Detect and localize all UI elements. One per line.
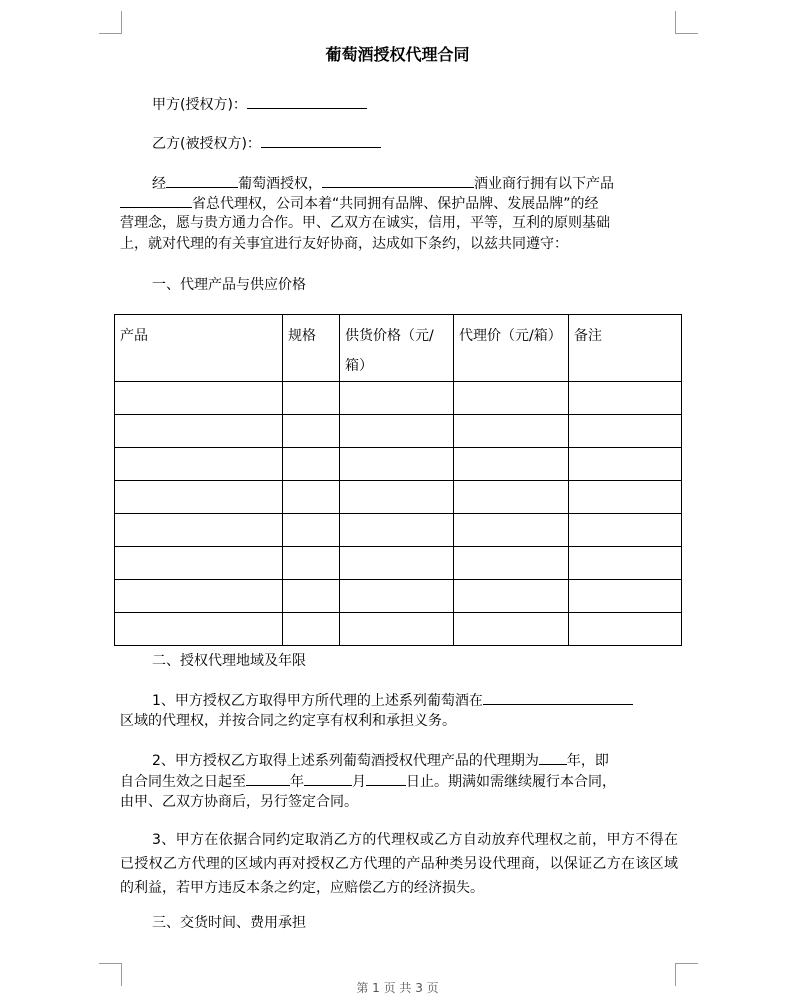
table-cell[interactable]: [454, 514, 569, 547]
table-header-row: [115, 315, 682, 382]
intro-text: 经: [152, 176, 166, 192]
table-cell[interactable]: [340, 382, 454, 415]
table-cell[interactable]: [340, 547, 454, 580]
table-cell[interactable]: [569, 415, 682, 448]
intro-line-1: [152, 173, 614, 194]
clause-text: 自合同生效之日起至: [120, 774, 246, 790]
table-row: [115, 382, 682, 415]
intro-text: 省总代理权，公司本着“共同拥有品牌、保护品牌、发展品牌”的经: [192, 196, 599, 212]
table-cell[interactable]: [283, 613, 340, 646]
section-heading-2: 二、授权代理地域及年限: [152, 653, 306, 669]
table-cell[interactable]: [569, 547, 682, 580]
table-row: [115, 580, 682, 613]
table-row: [115, 613, 682, 646]
table-cell[interactable]: [115, 415, 283, 448]
party-a-line: [152, 94, 367, 115]
page-corner-mark-top-left: [99, 11, 122, 34]
table-cell[interactable]: [115, 547, 283, 580]
clause-1-line-2: 区域的代理权，并按合同之约定享有权利和承担义务。: [120, 713, 456, 729]
table-cell[interactable]: [569, 382, 682, 415]
table-cell[interactable]: [283, 547, 340, 580]
header-spec: 规格: [283, 315, 340, 382]
table-cell[interactable]: [340, 580, 454, 613]
intro-text: 葡萄酒授权，: [238, 176, 322, 192]
intro-blank-3: [120, 193, 192, 208]
clause-2-years-blank: [539, 750, 567, 765]
clause-text: 月: [352, 774, 366, 790]
table-cell[interactable]: [115, 580, 283, 613]
table-cell[interactable]: [454, 481, 569, 514]
table-cell[interactable]: [115, 514, 283, 547]
clause-2-month-blank: [304, 771, 352, 786]
clause-2-line-1: [152, 750, 609, 771]
clause-3-paragraph: 3、甲方在依据合同约定取消乙方的代理权或乙方自动放弃代理权之前，甲方不得在已授权乙方代理的区域内再对授权乙方代理的产品种类另设代理商，以保证乙方在该区域的利益，若甲方违反本条之约定，应赔偿乙方的经济损失。: [120, 832, 678, 896]
clause-text: 日止。期满如需继续履行本合同，: [406, 774, 616, 790]
table-cell[interactable]: [454, 382, 569, 415]
clause-1-line-1: [152, 690, 633, 711]
table-cell[interactable]: [569, 448, 682, 481]
table-cell[interactable]: [569, 580, 682, 613]
table-cell[interactable]: [454, 613, 569, 646]
clause-1-region-blank: [483, 690, 633, 705]
price-table: [114, 314, 682, 646]
party-b-label: 乙方(被授权方)：: [152, 136, 261, 152]
table-row: [115, 547, 682, 580]
intro-line-2: [120, 193, 599, 214]
party-b-blank: [261, 133, 381, 148]
party-b-line: [152, 133, 381, 154]
page-corner-mark-top-right: [675, 11, 698, 34]
table-cell[interactable]: [340, 481, 454, 514]
intro-blank-1: [166, 173, 238, 188]
page-number-footer: 第 1 页 共 3 页: [356, 981, 439, 995]
intro-blank-2: [322, 173, 474, 188]
clause-2-line-2: [120, 771, 616, 792]
table-row: [115, 415, 682, 448]
table-cell[interactable]: [340, 514, 454, 547]
table-cell[interactable]: [569, 613, 682, 646]
table-row: [115, 514, 682, 547]
table-cell[interactable]: [283, 580, 340, 613]
table-cell[interactable]: [283, 382, 340, 415]
intro-line-4: 上，就对代理的有关事宜进行友好协商，达成如下条约，以兹共同遵守：: [120, 236, 568, 252]
clause-2-line-3: 由甲、乙双方协商后，另行签定合同。: [120, 794, 358, 810]
table-cell[interactable]: [569, 481, 682, 514]
clause-2-day-blank: [366, 771, 406, 786]
clause-text: 年，即: [566, 753, 609, 769]
table-cell[interactable]: [115, 382, 283, 415]
table-cell[interactable]: [454, 448, 569, 481]
document-title: 葡萄酒授权代理合同: [325, 45, 470, 64]
table-cell[interactable]: [283, 415, 340, 448]
table-cell[interactable]: [454, 415, 569, 448]
table-cell[interactable]: [115, 613, 283, 646]
party-a-blank: [247, 94, 367, 109]
header-product: 产品: [115, 315, 283, 382]
table-cell[interactable]: [340, 448, 454, 481]
table-cell[interactable]: [283, 448, 340, 481]
header-agent-price: 代理价（元/箱）: [454, 315, 569, 382]
table-cell[interactable]: [115, 481, 283, 514]
intro-text: 酒业商行拥有以下产品: [474, 176, 614, 192]
section-heading-1: 一、代理产品与供应价格: [152, 277, 306, 293]
clause-text: 2、甲方授权乙方取得上述系列葡萄酒授权代理产品的代理期为: [152, 753, 539, 769]
table-row: [115, 448, 682, 481]
table-cell[interactable]: [340, 613, 454, 646]
table-cell[interactable]: [283, 481, 340, 514]
clause-2-year-blank: [246, 771, 290, 786]
intro-line-3: 营理念，愿与贵方通力合作。甲、乙双方在诚实，信用，平等，互利的原则基础: [120, 215, 610, 231]
header-supply-price: 供货价格（元/箱）: [340, 315, 454, 382]
table-row: [115, 481, 682, 514]
clause-text: 年: [290, 774, 304, 790]
table-cell[interactable]: [454, 547, 569, 580]
table-cell[interactable]: [454, 580, 569, 613]
header-remarks: 备注: [569, 315, 682, 382]
table-cell[interactable]: [115, 448, 283, 481]
party-a-label: 甲方(授权方)：: [152, 97, 247, 113]
table-cell[interactable]: [569, 514, 682, 547]
section-heading-3: 三、交货时间、费用承担: [152, 915, 306, 931]
clause-text: 1、甲方授权乙方取得甲方所代理的上述系列葡萄酒在: [152, 693, 483, 709]
table-cell[interactable]: [340, 415, 454, 448]
table-cell[interactable]: [283, 514, 340, 547]
